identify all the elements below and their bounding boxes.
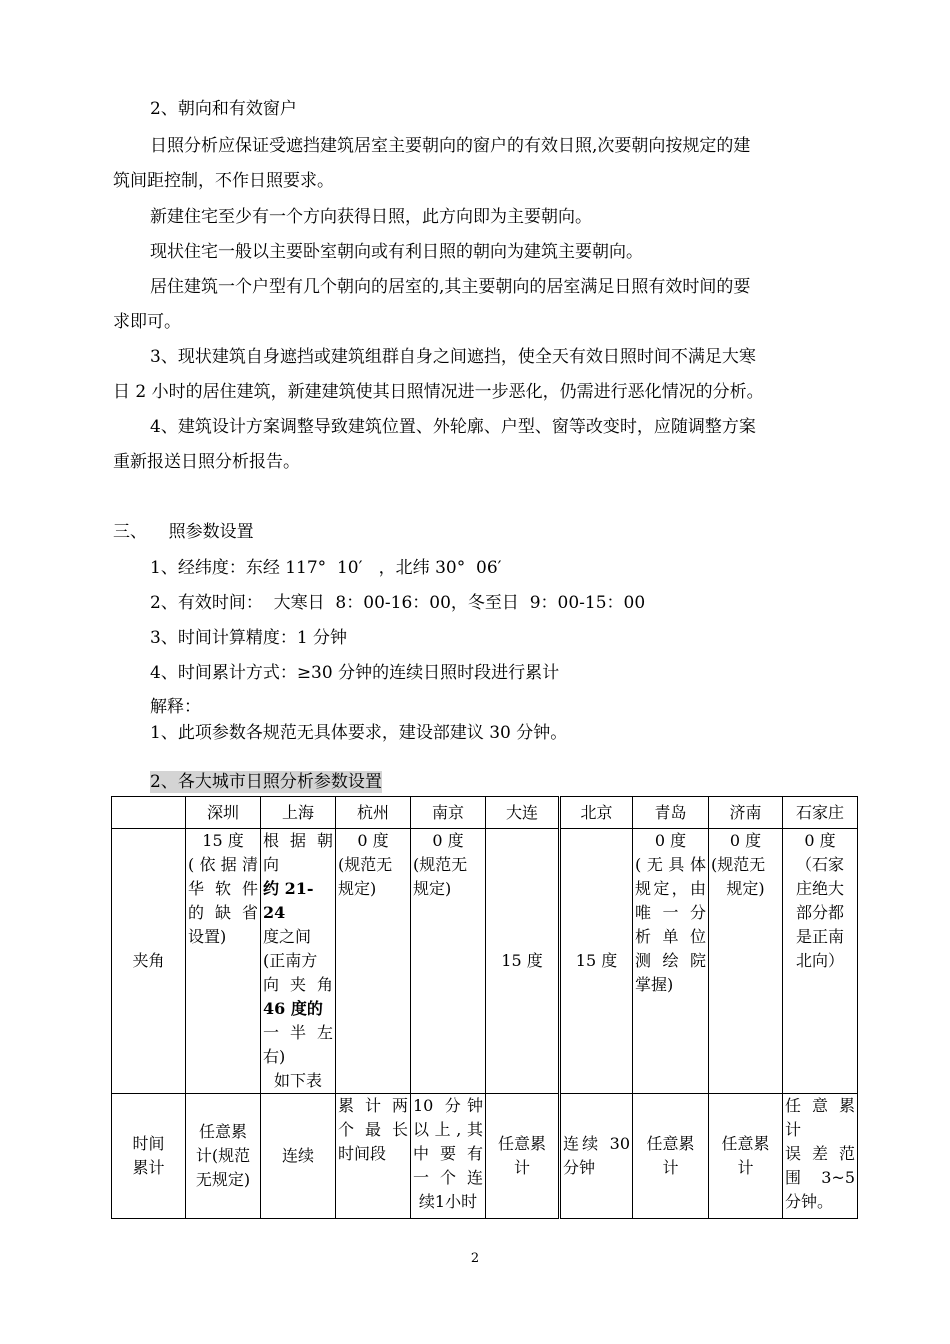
- cell-jinan-angle: 0 度 (规范无 规定): [709, 829, 783, 1094]
- cell-dalian-angle: 15 度: [486, 829, 560, 1094]
- header-cell: [112, 797, 186, 829]
- paragraph-line: 4、建筑设计方案调整导致建筑位置、外轮廓、户型、窗等改变时，应随调整方案: [150, 417, 756, 437]
- explain-label: 解释：: [150, 697, 201, 717]
- table-header-row: [112, 797, 858, 829]
- row-label-time: 时间 累计: [112, 1094, 186, 1219]
- header-cell: 济南: [709, 797, 783, 829]
- header-cell: 南京: [411, 797, 486, 829]
- header-cell: 杭州: [336, 797, 411, 829]
- table-row-time: [112, 1094, 858, 1219]
- cell-nanjing-time: 10 分钟 以上,其 中要有 一个连 续1小时: [411, 1094, 486, 1219]
- cell-jinan-time: 任意累 计: [709, 1094, 783, 1219]
- cell-qingdao-time: 任意累 计: [633, 1094, 709, 1219]
- paragraph-line: 居住建筑一个户型有几个朝向的居室的,其主要朝向的居室满足日照有效时间的要: [150, 277, 751, 297]
- explain-item: 1、此项参数各规范无具体要求，建设部建议 30 分钟。: [150, 723, 568, 743]
- cell-dalian-time: 任意累 计: [486, 1094, 560, 1219]
- paragraph-line: 3、现状建筑自身遮挡或建筑组群自身之间遮挡，使全天有效日照时间不满足大寒: [150, 347, 756, 367]
- paragraph-line: 重新报送日照分析报告。: [113, 452, 300, 472]
- param-item: 1、经纬度：东经 117° 10′ ，北纬 30° 06′: [150, 558, 502, 578]
- cell-hangzhou-time: 累计两 个最长 时间段: [336, 1094, 411, 1219]
- param-item: 3、时间计算精度：1 分钟: [150, 628, 348, 648]
- paragraph-line: 日照分析应保证受遮挡建筑居室主要朝向的窗户的有效日照,次要朝向按规定的建: [150, 136, 751, 156]
- paragraph-line: 求即可。: [113, 312, 181, 332]
- cell-shanghai-time: 连续: [261, 1094, 336, 1219]
- cell-nanjing-angle: 0 度 (规范无 规定): [411, 829, 486, 1094]
- table-row-angle: [112, 829, 858, 1094]
- cell-beijing-time: 连续 30 分钟: [560, 1094, 633, 1219]
- section-heading-orientation: 2、朝向和有效窗户: [150, 99, 297, 119]
- header-cell: 上海: [261, 797, 336, 829]
- header-cell: 大连: [486, 797, 560, 829]
- page-number: 2: [470, 1251, 480, 1266]
- row-label-angle: 夹角: [112, 829, 186, 1094]
- param-item: 4、时间累计方式：≥30 分钟的连续日照时段进行累计: [150, 663, 560, 683]
- header-cell: 青岛: [633, 797, 709, 829]
- cell-shenzhen-angle: 15 度 (依据清 华软件 的缺省 设置): [186, 829, 261, 1094]
- table-title: 2、各大城市日照分析参数设置: [150, 772, 382, 792]
- header-cell: 石家庄: [783, 797, 858, 829]
- paragraph-line: 筑间距控制，不作日照要求。: [113, 171, 334, 191]
- cell-shijiazhuang-angle: 0 度 （石家 庄绝大 部分都 是正南 北向）: [783, 829, 858, 1094]
- header-cell: 深圳: [186, 797, 261, 829]
- cell-qingdao-angle: 0 度 (无具体 规定，由 唯一分 析单位 测绘院 掌握): [633, 829, 709, 1094]
- cell-shanghai-angle: 根据朝 向 约 21-24 度之间 (正南方 向夹角 46 度的 一半左 右) 如下表: [261, 829, 336, 1094]
- paragraph-line: 日 2 小时的居住建筑，新建建筑使其日照情况进一步恶化，仍需进行恶化情况的分析。: [113, 382, 764, 402]
- cell-hangzhou-angle: 0 度 (规范无 规定): [336, 829, 411, 1094]
- section-heading-params: 三、 照参数设置: [113, 522, 254, 542]
- header-cell: 北京: [560, 797, 633, 829]
- cell-shenzhen-time: 任意累 计(规范 无规定): [186, 1094, 261, 1219]
- cell-beijing-angle: 15 度: [560, 829, 633, 1094]
- param-item: 2、有效时间： 大寒日 8：00-16：00，冬至日 9：00-15：00: [150, 593, 646, 613]
- cell-shijiazhuang-time: 任意累 计 误差范 围 3~5 分钟。: [783, 1094, 858, 1219]
- city-params-table: [111, 796, 858, 1219]
- paragraph: 新建住宅至少有一个方向获得日照，此方向即为主要朝向。: [150, 207, 592, 227]
- paragraph: 现状住宅一般以主要卧室朝向或有利日照的朝向为建筑主要朝向。: [150, 242, 643, 262]
